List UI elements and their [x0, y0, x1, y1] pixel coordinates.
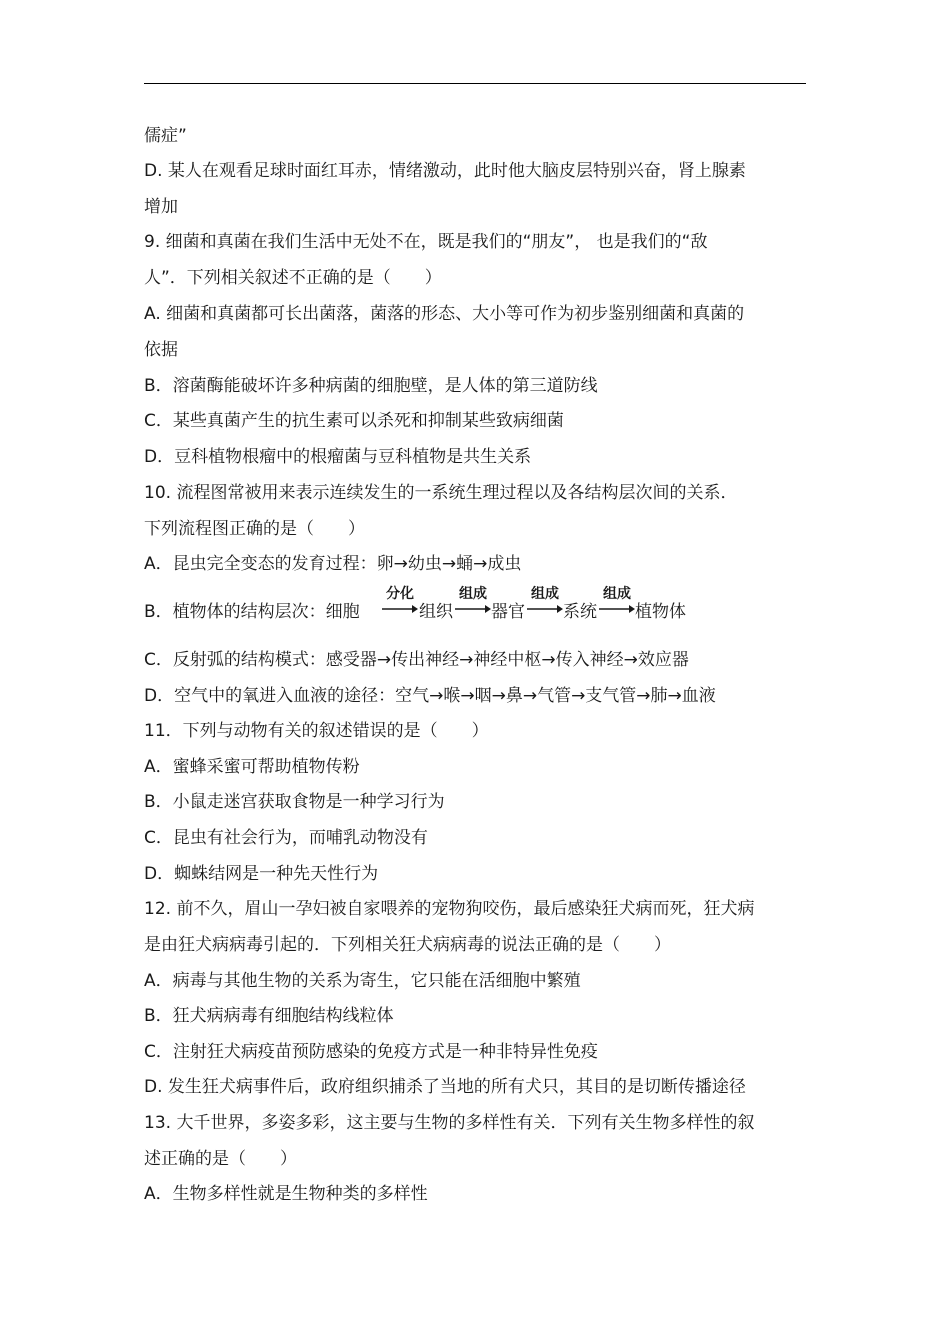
question-12: 12. 前不久，眉山一孕妇被自家喂养的宠物狗咬伤，最后感染狂犬病而死，狂犬病 [144, 899, 755, 919]
text-line: 增加 [144, 197, 178, 217]
text-line: 是由狂犬病病毒引起的．下列相关狂犬病病毒的说法正确的是（ ） [144, 935, 671, 955]
arrow-icon [382, 603, 418, 615]
arrow-icon [599, 603, 635, 615]
option-b: B．狂犬病病毒有细胞结构线粒体 [144, 1006, 394, 1026]
text-line: D. 某人在观看足球时面红耳赤，情绪激动，此时他大脑皮层特别兴奋，肾上腺素 [144, 161, 746, 181]
option-b: B．溶菌酶能破坏许多种病菌的细胞壁，是人体的第三道防线 [144, 376, 598, 396]
option-d: D．蜘蛛结网是一种先天性行为 [144, 864, 379, 884]
flow-prefix: B．植物体的结构层次：细胞 [144, 602, 360, 622]
option-c: C．注射狂犬病疫苗预防感染的免疫方式是一种非特异性免疫 [144, 1042, 598, 1062]
flow-node: 组织 [419, 602, 453, 622]
question-13: 13. 大千世界，多姿多彩，这主要与生物的多样性有关．下列有关生物多样性的叙 [144, 1113, 755, 1133]
option-c: C．某些真菌产生的抗生素可以杀死和抑制某些致病细菌 [144, 411, 564, 431]
question-10: 10. 流程图常被用来表示连续发生的一系统生理过程以及各结构层次间的关系． [144, 483, 738, 503]
flow-node: 系统 [563, 602, 597, 622]
arrow-label: 组成 [531, 586, 559, 602]
arrow-icon [527, 603, 563, 615]
flow-node: 器官 [491, 602, 525, 622]
option-a: A. 细菌和真菌都可长出菌落，菌落的形态、大小等可作为初步鉴别细菌和真菌的 [144, 304, 745, 324]
flow-arrow [527, 586, 563, 626]
flow-arrow [382, 586, 418, 626]
text-line: 儒症” [144, 126, 187, 146]
option-d: D. 发生狂犬病事件后，政府组织捕杀了当地的所有犬只，其目的是切断传播途径 [144, 1077, 746, 1097]
arrow-label: 组成 [603, 586, 631, 602]
arrow-label: 分化 [386, 586, 414, 602]
question-9: 9. 细菌和真菌在我们生活中无处不在，既是我们的“朋友”， 也是我们的“敌 [144, 232, 708, 252]
option-c: C．昆虫有社会行为，而哺乳动物没有 [144, 828, 428, 848]
option-a: A．昆虫完全变态的发育过程：卵→幼虫→蛹→成虫 [144, 554, 522, 574]
header-rule [144, 83, 806, 84]
flow-node: 植物体 [635, 602, 686, 622]
option-a: A．病毒与其他生物的关系为寄生，它只能在活细胞中繁殖 [144, 971, 581, 991]
arrow-label: 组成 [459, 586, 487, 602]
arrow-icon [455, 603, 491, 615]
option-a: A．生物多样性就是生物种类的多样性 [144, 1184, 428, 1204]
option-d: D．豆科植物根瘤中的根瘤菌与豆科植物是共生关系 [144, 447, 532, 467]
flow-arrow [455, 586, 491, 626]
option-a: A．蜜蜂采蜜可帮助植物传粉 [144, 757, 360, 777]
text-line: 人”．下列相关叙述不正确的是（ ） [144, 268, 442, 288]
text-line: 下列流程图正确的是（ ） [144, 519, 365, 539]
text-line: 依据 [144, 340, 178, 360]
option-d: D．空气中的氧进入血液的途径：空气→喉→咽→鼻→气管→支气管→肺→血液 [144, 686, 716, 706]
option-c: C．反射弧的结构模式：感受器→传出神经→神经中枢→传入神经→效应器 [144, 650, 689, 670]
option-b: B．小鼠走迷宫获取食物是一种学习行为 [144, 792, 445, 812]
flow-arrow [599, 586, 635, 626]
text-line: 述正确的是（ ） [144, 1149, 297, 1169]
question-11: 11．下列与动物有关的叙述错误的是（ ） [144, 721, 489, 741]
